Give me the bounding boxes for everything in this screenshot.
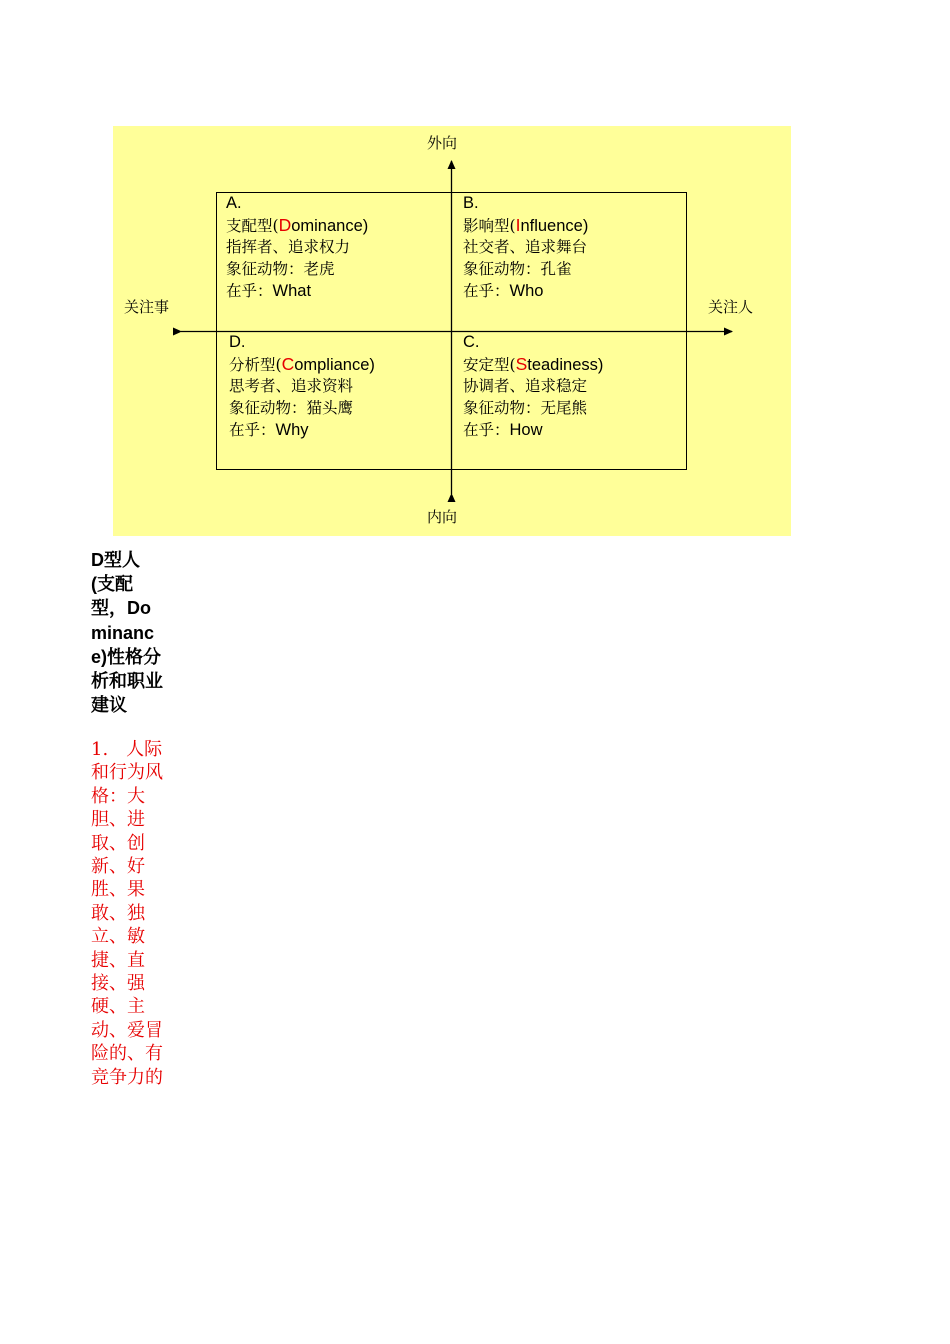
quadrant-type: 分析型(Compliance) (229, 353, 375, 374)
axis-label-top: 外向 (427, 134, 458, 152)
axis-label-left: 关注事 (124, 298, 170, 316)
quadrant-role: 协调者、追求稳定 (463, 377, 588, 396)
quadrant-type: 安定型(Steadiness) (463, 353, 604, 374)
section-paragraph: 1. 人际和行为风格：大胆、进取、创新、好胜、果敢、独立、敏捷、直接、强硬、主动、爱冒险的、有竞争力的 (91, 739, 163, 1088)
quadrant-a-dominance (226, 193, 368, 303)
quadrant-role: 社交者、追求舞台 (463, 238, 588, 257)
quadrant-care: 在乎：Why (229, 420, 309, 439)
quadrant-animal: 象征动物：孔雀 (463, 260, 572, 279)
quadrant-type: 影响型(Influence) (463, 214, 589, 235)
quadrant-care: 在乎：What (226, 281, 312, 300)
axis-label-bottom: 内向 (427, 508, 458, 526)
axis-label-right: 关注人 (708, 298, 754, 316)
section-heading: D型人(支配型，Dominance)性格分析和职业建议 (91, 550, 163, 716)
quadrant-b-influence (463, 193, 588, 303)
quadrant-role: 思考者、追求资料 (229, 377, 354, 396)
quadrant-type: 支配型(Dominance) (226, 214, 369, 235)
quadrant-animal: 象征动物：猫头鹰 (229, 399, 354, 418)
quadrant-care: 在乎：How (463, 420, 543, 439)
quadrant-animal: 象征动物：无尾熊 (463, 399, 588, 418)
quadrant-c-steadiness (463, 332, 603, 442)
diagram-axes-and-frame (113, 126, 791, 536)
quadrant-letter: B. (463, 194, 479, 212)
disc-quadrant-diagram (113, 126, 791, 536)
quadrant-letter: A. (226, 194, 242, 212)
quadrant-d-compliance (229, 332, 375, 442)
quadrant-letter: D. (229, 333, 246, 351)
quadrant-role: 指挥者、追求权力 (226, 238, 351, 257)
quadrant-care: 在乎：Who (463, 281, 544, 300)
quadrant-animal: 象征动物：老虎 (226, 260, 335, 279)
quadrant-letter: C. (463, 333, 480, 351)
